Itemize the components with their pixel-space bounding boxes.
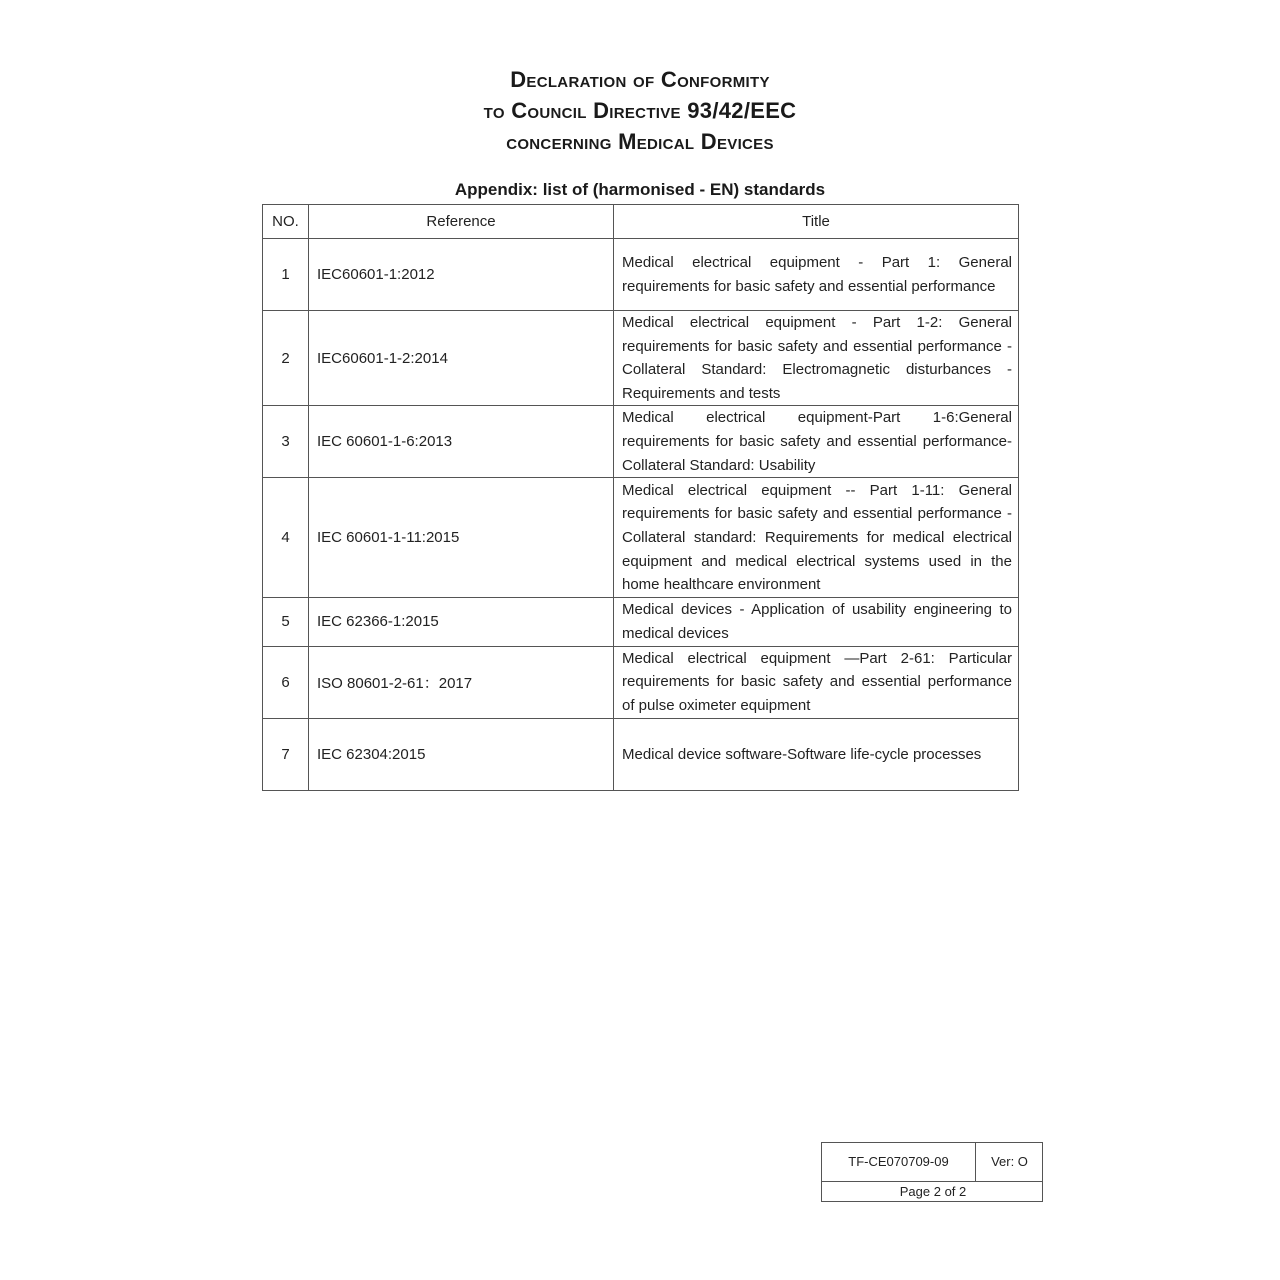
form-code: TF-CE070709-09 <box>822 1143 976 1181</box>
table-header-row <box>263 205 1019 239</box>
title-line-1: Declaration of Conformity <box>510 67 770 92</box>
row-title: Medical electrical equipment - Part 1: General requirements for basic safety and essential performance <box>614 239 1019 311</box>
document-control-box <box>821 1142 1043 1202</box>
row-no: 5 <box>263 598 309 646</box>
row-title: Medical electrical equipment - Part 1-2: General requirements for basic safety and essential performance - Collateral Standard: Electromagnetic disturbances - Requirements and tests <box>614 311 1019 406</box>
header-reference: Reference <box>309 205 614 239</box>
row-reference: IEC 60601-1-11:2015 <box>309 478 614 598</box>
row-title: Medical devices - Application of usability engineering to medical devices <box>614 598 1019 646</box>
row-reference: IEC60601-1:2012 <box>309 239 614 311</box>
row-title: Medical electrical equipment-Part 1-6:General requirements for basic safety and essential performance-Collateral Standard: Usability <box>614 406 1019 478</box>
row-reference: IEC60601-1-2:2014 <box>309 311 614 406</box>
title-line-3: concerning Medical Devices <box>506 129 774 154</box>
row-title: Medical electrical equipment —Part 2-61: Particular requirements for basic safety and essential performance of pulse oximeter equipment <box>614 646 1019 718</box>
table-row <box>263 718 1019 790</box>
row-no: 4 <box>263 478 309 598</box>
table-row <box>263 311 1019 406</box>
table-row <box>263 478 1019 598</box>
footer-top-row <box>822 1143 1042 1182</box>
row-reference: IEC 62366-1:2015 <box>309 598 614 646</box>
version-label: Ver: O <box>991 1154 1028 1169</box>
row-reference: ISO 80601-2-61：2017 <box>309 646 614 718</box>
row-reference: IEC 62304:2015 <box>309 718 614 790</box>
header-no: NO. <box>263 205 309 239</box>
row-title: Medical electrical equipment -- Part 1-11: General requirements for basic safety and essential performance - Collateral standard: Requirements for medical electrical equipment and medical electrical systems used in the home healthcare environment <box>614 478 1019 598</box>
appendix-heading: Appendix: list of (harmonised - EN) standards <box>454 180 826 199</box>
row-no: 2 <box>263 311 309 406</box>
table-row <box>263 646 1019 718</box>
row-no: 7 <box>263 718 309 790</box>
table-row <box>263 406 1019 478</box>
row-no: 6 <box>263 646 309 718</box>
row-no: 1 <box>263 239 309 311</box>
table-row <box>263 239 1019 311</box>
document-title <box>0 64 1280 157</box>
row-no: 3 <box>263 406 309 478</box>
title-line-2: to Council Directive 93/42/EEC <box>483 98 797 123</box>
table-row <box>263 598 1019 646</box>
header-title: Title <box>614 205 1019 239</box>
row-title: Medical device software-Software life-cycle processes <box>614 718 1019 790</box>
row-reference: IEC 60601-1-6:2013 <box>309 406 614 478</box>
page-number: Page 2 of 2 <box>899 1184 967 1199</box>
standards-table <box>262 204 1019 791</box>
